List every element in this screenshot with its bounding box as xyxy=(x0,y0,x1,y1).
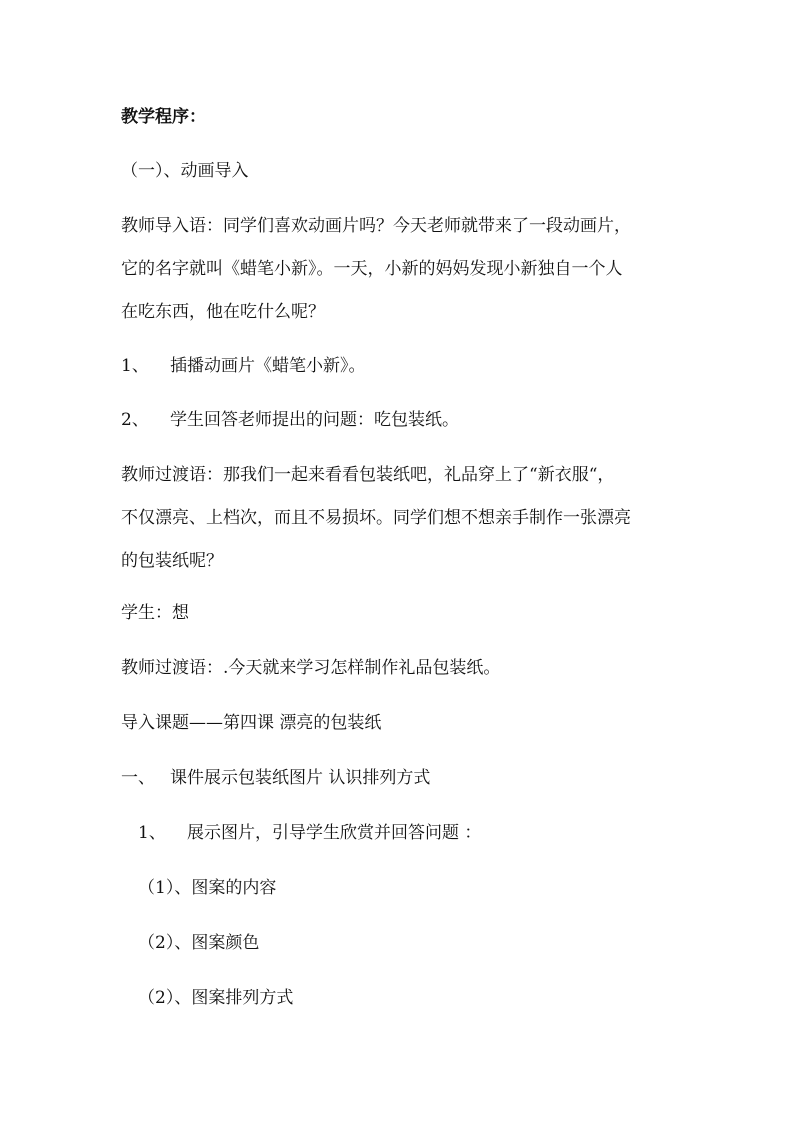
question-item: （1）、图案的内容 xyxy=(138,878,277,898)
part-number: 一、 xyxy=(121,768,155,788)
list-item-text: 学生回答老师提出的问题：吃包装纸。 xyxy=(170,410,459,430)
question-item: （2）、图案颜色 xyxy=(138,933,260,953)
intro-paragraph-line-3: 在吃东西，他在吃什么呢？ xyxy=(121,302,325,322)
part-title: 课件展示包装纸图片 认识排列方式 xyxy=(170,768,431,788)
transition-paragraph-line-3: 的包装纸呢？ xyxy=(121,551,223,571)
list-number: 1、 xyxy=(121,356,149,376)
transition-paragraph-2: 教师过渡语：.今天就来学习怎样制作礼品包装纸。 xyxy=(121,658,501,678)
sub-item-number: 1、 xyxy=(138,823,166,843)
list-item-text: 插播动画片《蜡笔小新》。 xyxy=(170,356,366,376)
lesson-topic: 导入课题——第四课 漂亮的包装纸 xyxy=(121,713,382,733)
heading: 教学程序： xyxy=(121,107,206,127)
list-number: 2、 xyxy=(121,410,149,430)
list-item xyxy=(121,356,149,376)
sub-item-text: 展示图片，引导学生欣赏并回答问题 ： xyxy=(187,823,482,843)
transition-paragraph-line-1: 教师过渡语：那我们一起来看看包装纸吧，礼品穿上了“新衣服“， xyxy=(121,465,615,485)
question-item: （2）、图案排列方式 xyxy=(138,988,294,1008)
list-item xyxy=(121,410,149,430)
intro-paragraph-line-2: 它的名字就叫《蜡笔小新》。一天，小新的妈妈发现小新独自一个人 xyxy=(121,259,623,279)
intro-paragraph-line-1: 教师导入语：同学们喜欢动画片吗？今天老师就带来了一段动画片， xyxy=(121,216,631,236)
section-title: （一）、动画导入 xyxy=(121,161,249,181)
transition-paragraph-line-2: 不仅漂亮、上档次，而且不易损坏。同学们想不想亲手制作一张漂亮 xyxy=(121,508,631,528)
student-response: 学生：想 xyxy=(121,603,189,623)
